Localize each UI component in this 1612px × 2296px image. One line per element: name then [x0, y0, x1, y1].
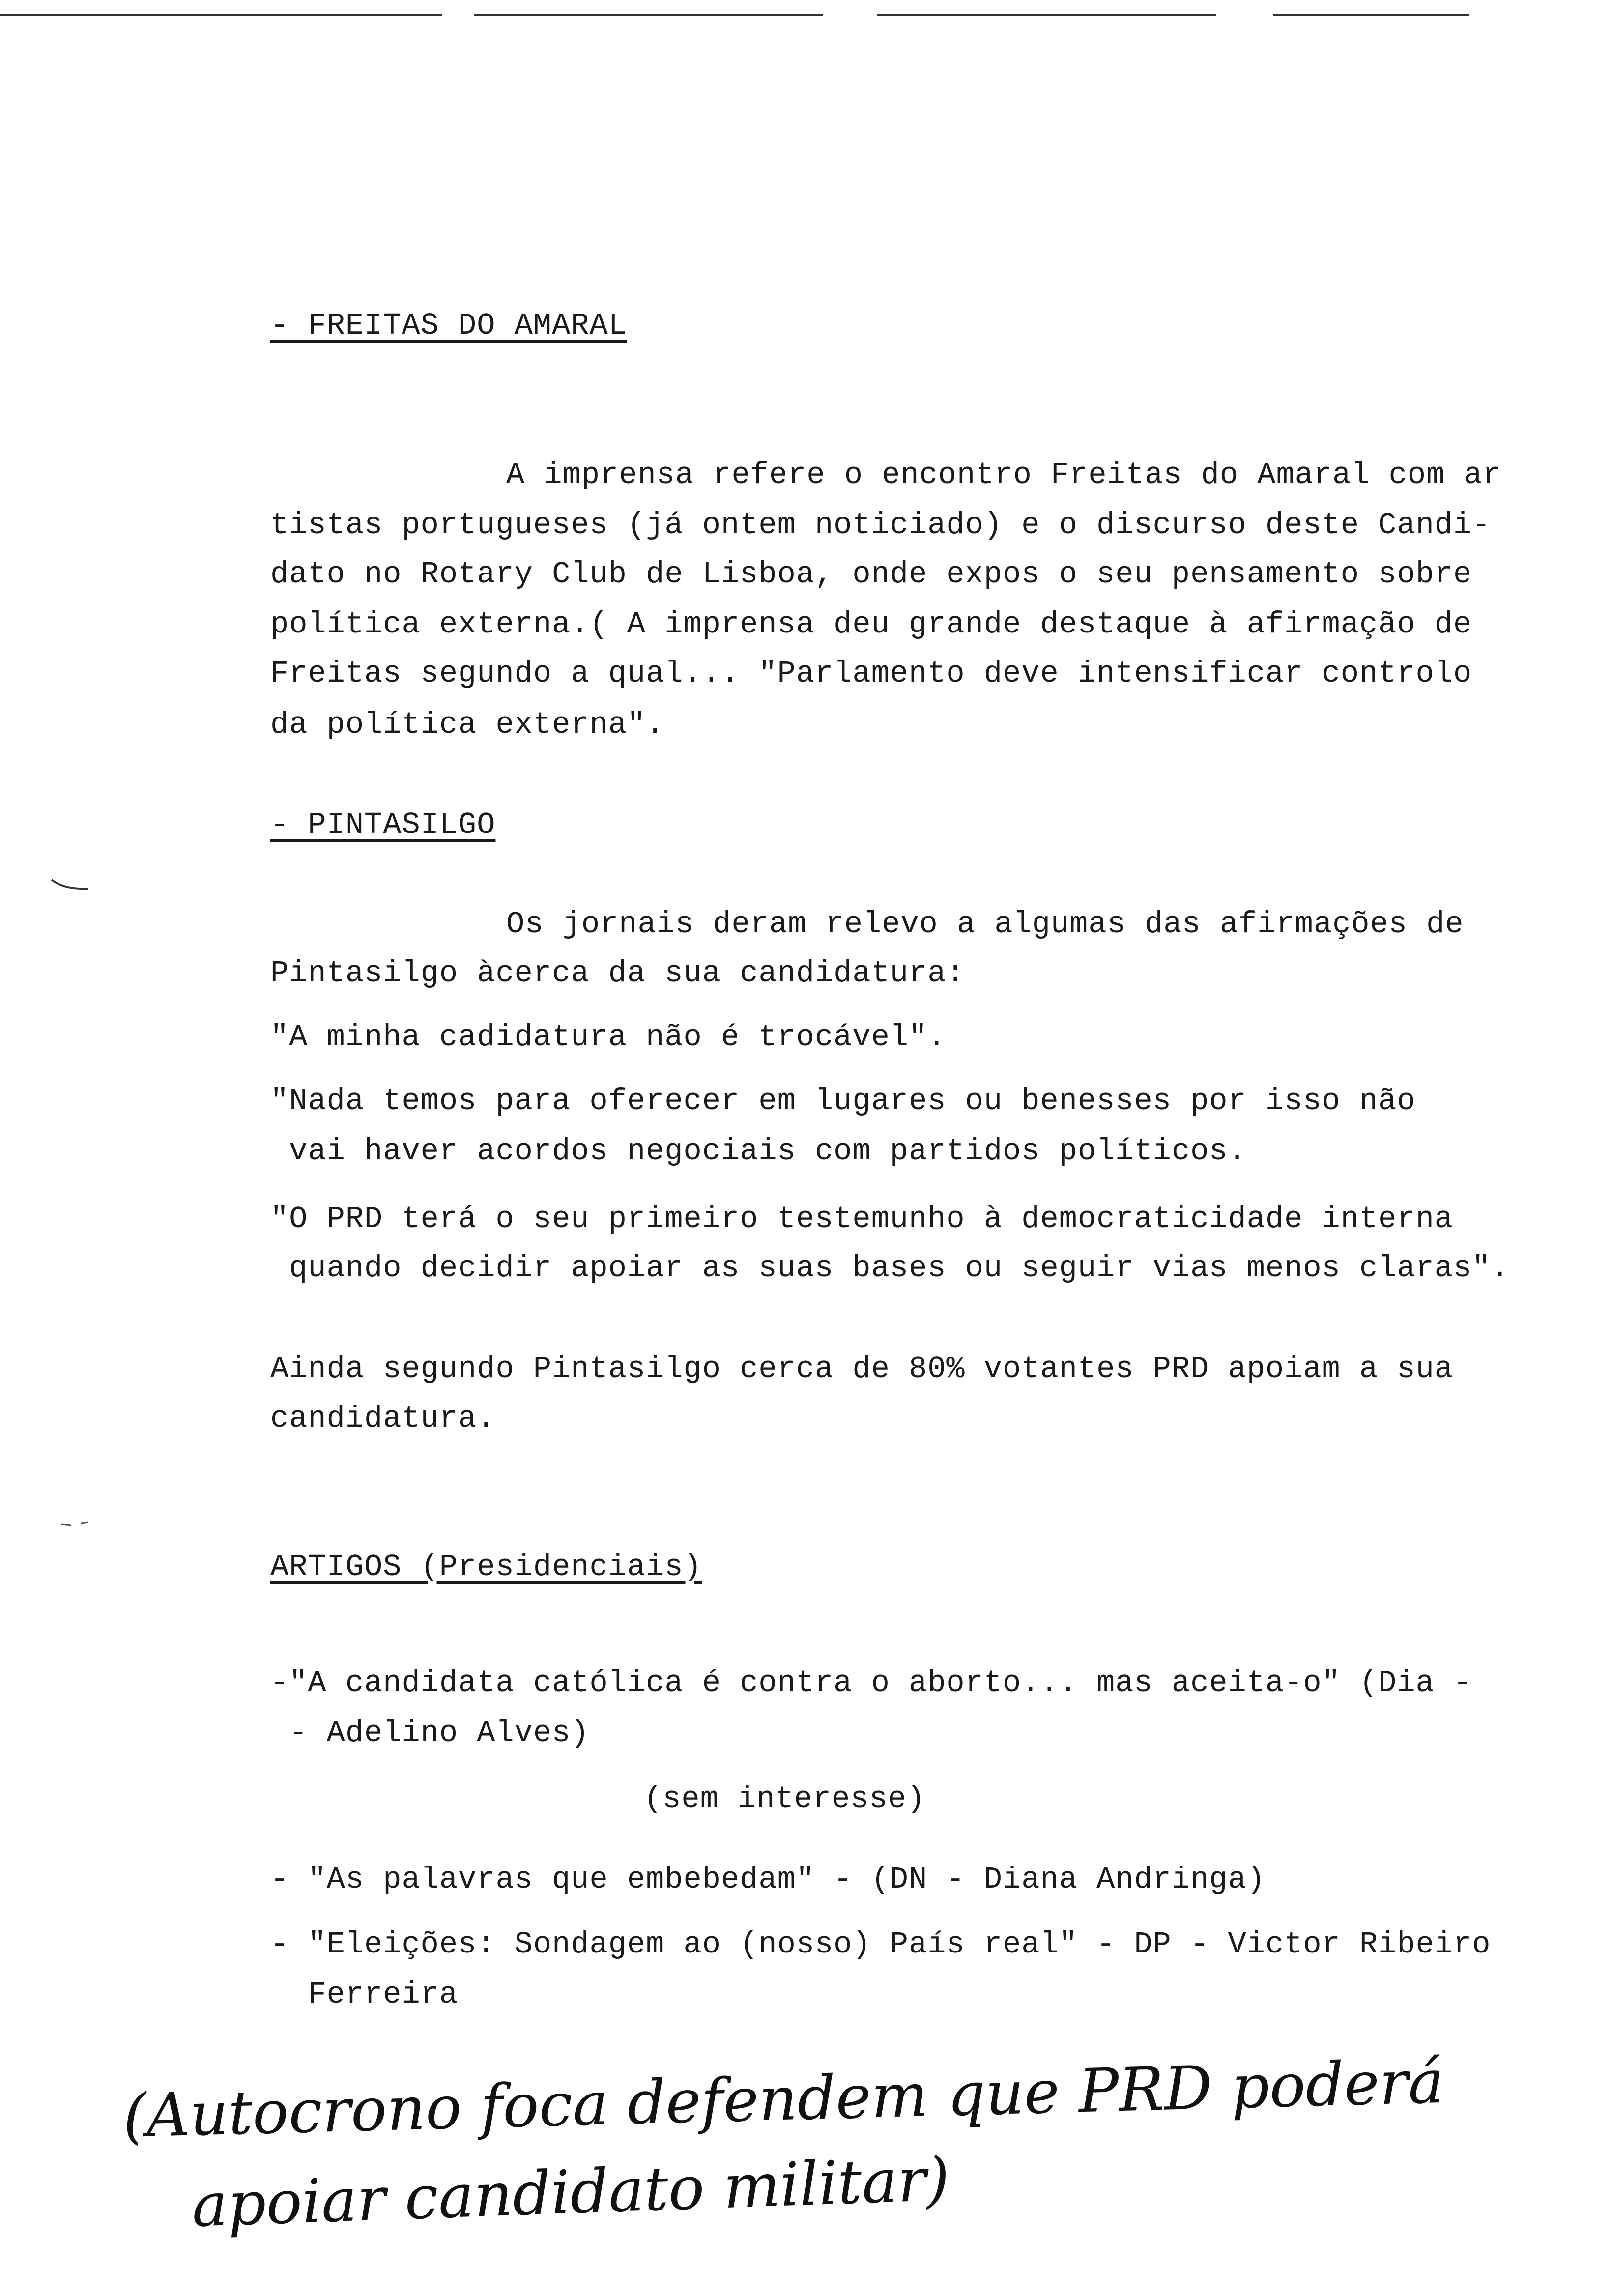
freitas-line: A imprensa refere o encontro Freitas do Amaral com ar: [506, 458, 1501, 492]
pintasilgo-line: "A minha cadidatura não é trocável".: [270, 1020, 947, 1055]
handwritten-note-line2: apoiar candidato militar): [190, 2144, 951, 2240]
freitas-line: tistas portugueses (já ontem noticiado) e o discurso deste Candi-: [270, 508, 1491, 543]
margin-mark: [59, 1519, 93, 1533]
top-rule: [1273, 14, 1469, 16]
freitas-line: política externa.( A imprensa deu grande destaque à afirmação de: [270, 607, 1472, 642]
artigo-line: - Adelino Alves): [270, 1716, 590, 1751]
pintasilgo-line: quando decidir apoiar as suas bases ou seguir vias menos claras".: [270, 1251, 1510, 1286]
artigo-line: - "As palavras que embebedam" - (DN - Diana Andringa): [270, 1862, 1266, 1897]
artigo-line: Ferreira: [270, 1977, 459, 2012]
freitas-line: dato no Rotary Club de Lisboa, onde expos o seu pensamento sobre: [270, 557, 1472, 592]
top-rule: [877, 14, 1216, 16]
pintasilgo-line: Pintasilgo àcerca da sua candidatura:: [270, 956, 965, 991]
pintasilgo-line: "Nada temos para oferecer em lugares ou benesses por isso não: [270, 1084, 1416, 1119]
section-heading-pintasilgo: - PINTASILGO: [270, 807, 496, 842]
pintasilgo-line: vai haver acordos negociais com partidos políticos.: [270, 1134, 1247, 1169]
artigo-line: -"A candidata católica é contra o aborto... mas aceita-o" (Dia -: [270, 1665, 1472, 1700]
pintasilgo-line: "O PRD terá o seu primeiro testemunho à democraticidade interna: [270, 1202, 1453, 1236]
artigo-line: - "Eleições: Sondagem ao (nosso) País real" - DP - Victor Ribeiro: [270, 1927, 1491, 1962]
top-rule: [474, 14, 823, 16]
freitas-line: da política externa".: [270, 707, 665, 742]
margin-mark: [49, 875, 93, 894]
artigo-note: (sem interesse): [644, 1781, 926, 1816]
pintasilgo-line: Ainda segundo Pintasilgo cerca de 80% votantes PRD apoiam a sua: [270, 1351, 1453, 1386]
freitas-line: Freitas segundo a qual... "Parlamento deve intensificar controlo: [270, 656, 1472, 691]
section-heading-freitas: - FREITAS DO AMARAL: [270, 308, 627, 343]
pintasilgo-line: Os jornais deram relevo a algumas das afirmações de: [506, 907, 1464, 942]
section-heading-artigos: ARTIGOS (Presidenciais): [270, 1550, 702, 1584]
pintasilgo-line: candidatura.: [270, 1401, 496, 1436]
handwritten-note-line1: (Autocrono foca defendem que PRD poderá: [122, 2046, 1445, 2152]
top-rule: [0, 14, 442, 16]
